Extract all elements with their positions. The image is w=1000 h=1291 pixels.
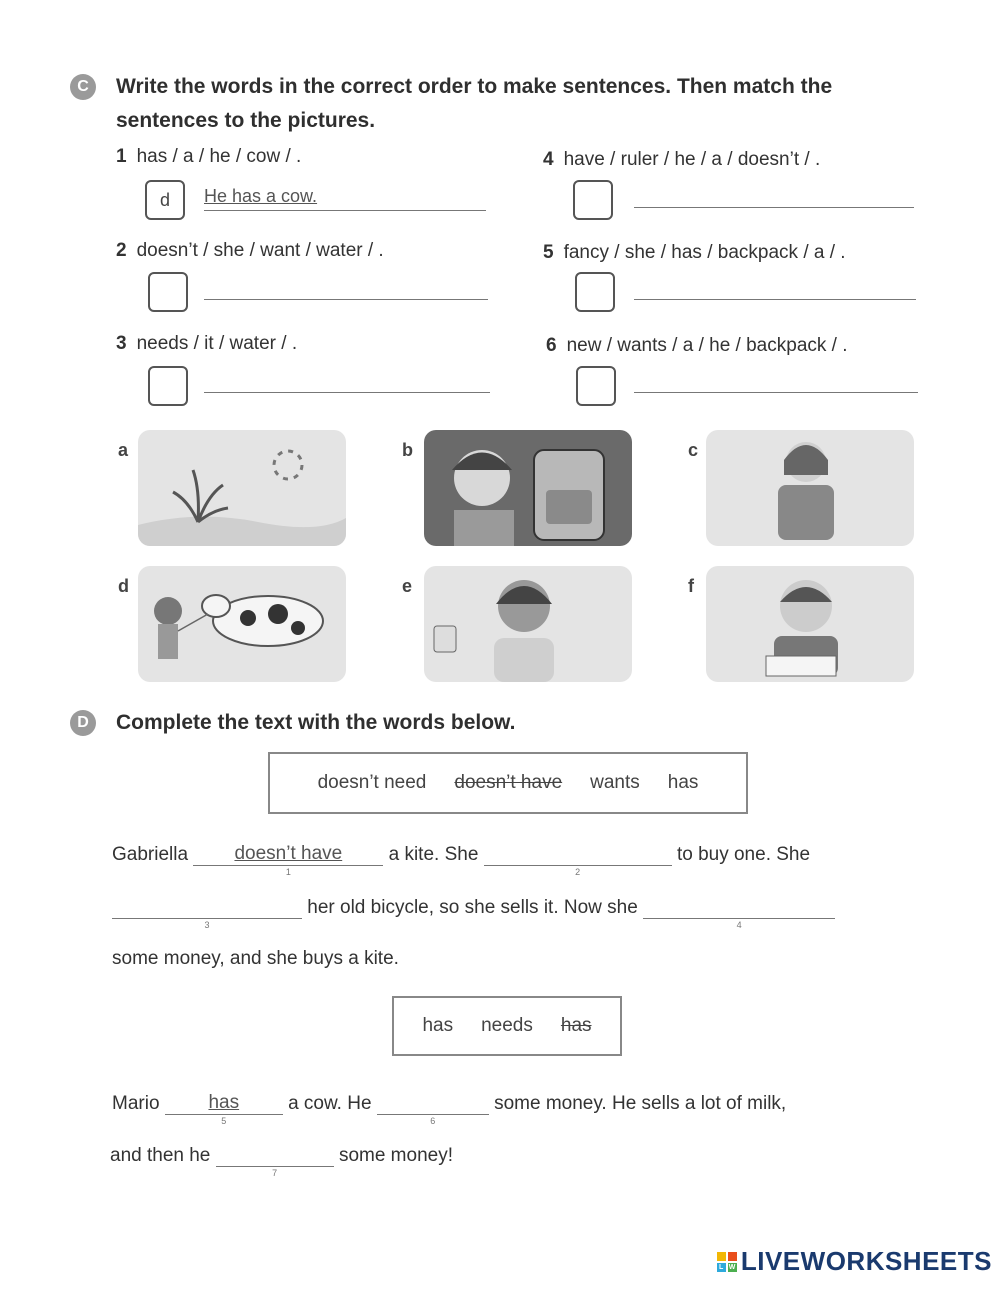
logo-text: LIVEWORKSHEETS <box>740 1246 992 1276</box>
blank-5[interactable]: has 5 <box>165 1092 283 1115</box>
item-6-answer-field[interactable] <box>634 368 918 393</box>
item-5-match-box[interactable] <box>575 272 615 312</box>
item-6-match-box[interactable] <box>576 366 616 406</box>
text1-line1: Gabriella doesn’t have 1 a kite. She 2 to buy one. She <box>112 843 811 877</box>
word-bank-1-word: has <box>667 772 699 793</box>
item-1-prompt: 1 has / a / he / cow / . <box>116 146 302 167</box>
item-1-match-box[interactable]: d <box>145 180 185 220</box>
item-4-prompt: 4 have / ruler / he / a / doesn’t / . <box>543 149 821 170</box>
picture-c-girl-backpack <box>706 430 914 546</box>
logo-mark-icon <box>717 1252 737 1272</box>
word-bank-2-word-used: has <box>560 1015 592 1036</box>
item-2-prompt: 2 doesn’t / she / want / water / . <box>116 240 384 261</box>
word-bank-1-word: doesn’t need <box>317 772 427 793</box>
blank-6[interactable]: 6 <box>377 1092 489 1115</box>
item-2-answer-field[interactable] <box>204 275 488 300</box>
item-6-prompt: 6 new / wants / a / he / backpack / . <box>546 335 848 356</box>
logo-square-l: L <box>717 1263 726 1272</box>
item-4-match-box[interactable] <box>573 180 613 220</box>
text2-line1: Mario has 5 a cow. He 6 some money. He sells a lot of milk, <box>112 1092 787 1126</box>
word-bank-2-word: needs <box>481 1015 533 1036</box>
blank-3[interactable]: 3 <box>112 896 302 919</box>
blank-1[interactable]: doesn’t have 1 <box>193 843 383 866</box>
item-5-answer-field[interactable] <box>634 275 916 300</box>
picture-d-label: d <box>118 576 129 596</box>
picture-a-label: a <box>118 440 129 460</box>
picture-a-plant-sun <box>138 430 346 546</box>
blank-2[interactable]: 2 <box>484 843 672 866</box>
text1-line2: 3 her old bicycle, so she sells it. Now she 4 <box>112 896 835 919</box>
text1-line3: some money, and she buys a kite. <box>112 948 399 969</box>
item-4-answer-field[interactable] <box>634 183 914 208</box>
picture-f-label: f <box>688 576 694 596</box>
word-bank-1-word: wants <box>590 772 640 793</box>
item-2-match-box[interactable] <box>148 272 188 312</box>
picture-e-label: e <box>402 576 413 596</box>
section-c-heading-line2: sentences to the pictures. <box>116 109 376 132</box>
item-3-answer-field[interactable] <box>204 368 490 393</box>
section-d-badge: D <box>70 710 96 736</box>
logo-square-w: W <box>728 1263 736 1271</box>
item-5-prompt: 5 fancy / she / has / backpack / a / . <box>543 242 846 263</box>
section-d-heading: Complete the text with the words below. <box>116 711 516 734</box>
item-3-match-box[interactable] <box>148 366 188 406</box>
section-c-badge: C <box>70 74 96 100</box>
picture-c-label: c <box>688 440 699 460</box>
picture-d-boy-cow <box>138 566 346 682</box>
text2-line2: and then he 7 some money! <box>110 1145 453 1178</box>
word-bank-2-word: has <box>422 1015 454 1036</box>
item-3-prompt: 3 needs / it / water / . <box>116 333 298 354</box>
word-bank-1-word-used: doesn’t have <box>454 772 563 793</box>
liveworksheets-logo[interactable] <box>717 1246 992 1277</box>
logo-square <box>717 1252 726 1261</box>
section-c-heading-line1: Write the words in the correct order to make sentences. Then match the <box>116 75 833 98</box>
word-bank-1 <box>268 752 748 814</box>
picture-f-boy-writing <box>706 566 914 682</box>
picture-e-girl-water <box>424 566 632 682</box>
blank-7[interactable]: 7 <box>216 1144 334 1167</box>
item-1-answer-field[interactable]: He has a cow. <box>204 186 486 211</box>
logo-square <box>728 1252 737 1261</box>
word-bank-2 <box>392 996 622 1056</box>
picture-b-boy-backpack <box>424 430 632 546</box>
blank-4[interactable]: 4 <box>643 896 835 919</box>
picture-b-label: b <box>402 440 413 460</box>
